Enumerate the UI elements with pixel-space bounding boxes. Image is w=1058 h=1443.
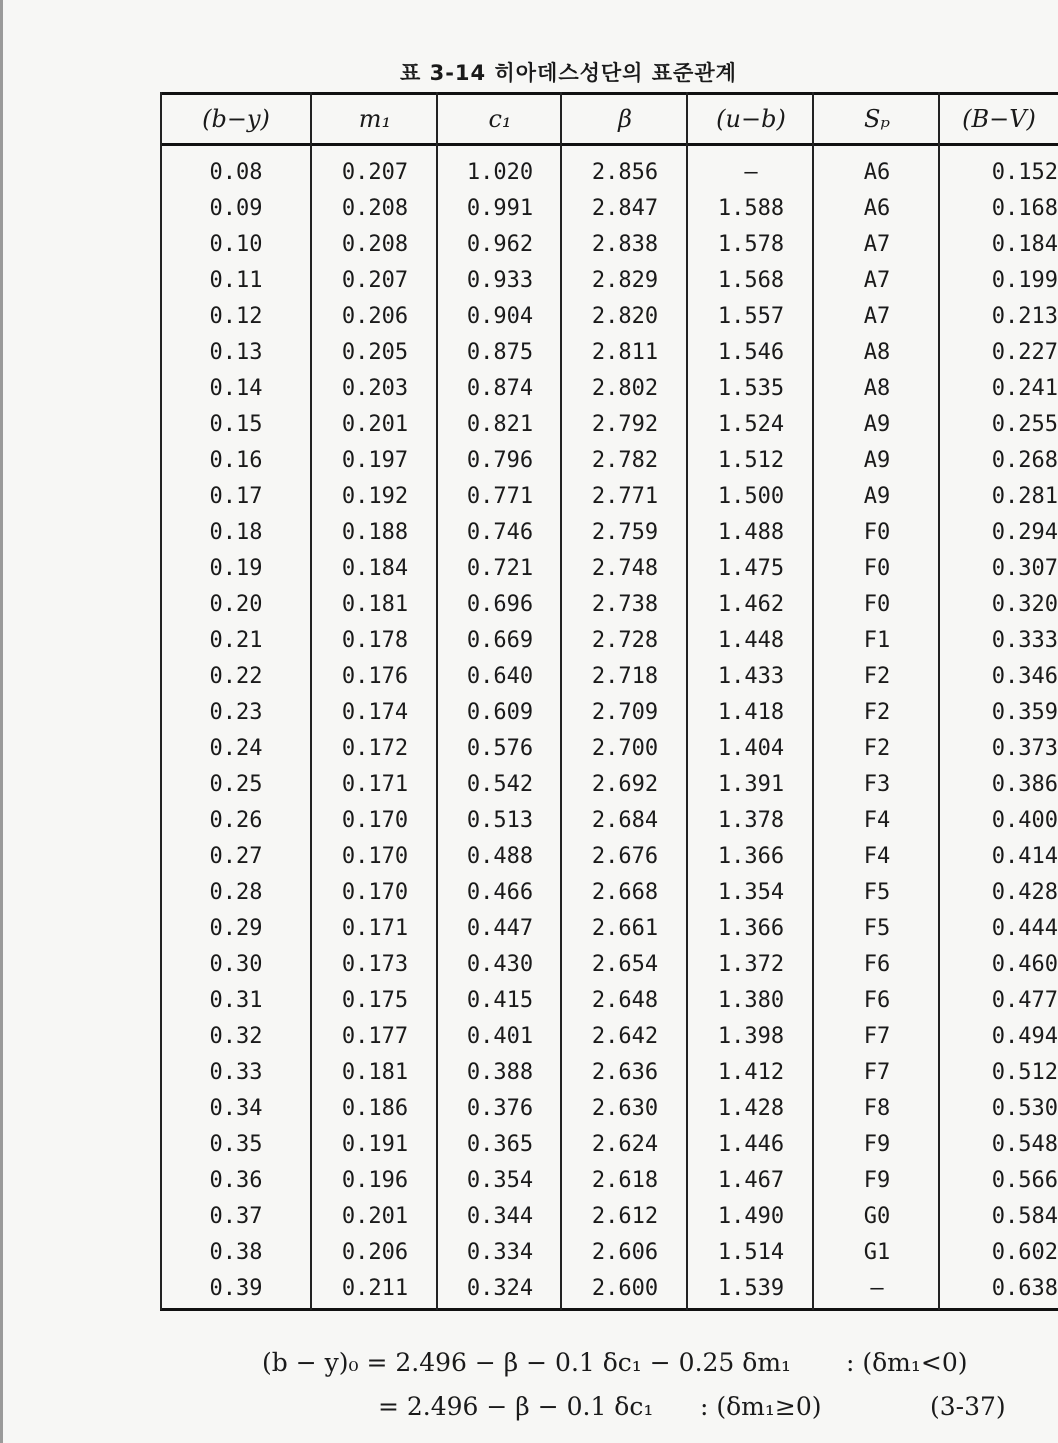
cell-m1: 0.201 [341, 411, 409, 437]
cell-u-b: 1.462 [717, 591, 785, 617]
table-bottom-rule [160, 1308, 1058, 1311]
cell-sp: A6 [863, 195, 891, 221]
cell-sp: F0 [863, 519, 891, 545]
cell-b-v: 0.184 [991, 231, 1058, 257]
cell-b-v: 0.444 [991, 915, 1058, 941]
cell-m1: 0.170 [341, 879, 409, 905]
cell-u-b: 1.514 [717, 1239, 785, 1265]
cell-u-b: 1.391 [717, 771, 785, 797]
table-row [160, 982, 1058, 1018]
cell-m1: 0.205 [341, 339, 409, 365]
cell-m1: 0.207 [341, 267, 409, 293]
cell-b-y: 0.27 [209, 843, 263, 869]
cell-c1: 0.609 [466, 699, 534, 725]
cell-beta: 2.748 [591, 555, 659, 581]
formula-line-1: (b − y)₀ = 2.496 − β − 0.1 δc₁ − 0.25 δm₁ [262, 1348, 792, 1377]
cell-u-b: 1.475 [717, 555, 785, 581]
cell-u-b: 1.512 [717, 447, 785, 473]
cell-sp: A7 [863, 231, 891, 257]
cell-u-b: 1.354 [717, 879, 785, 905]
cell-c1: 0.354 [466, 1167, 534, 1193]
cell-sp: A9 [863, 483, 891, 509]
cell-sp: F0 [863, 591, 891, 617]
cell-sp: F6 [863, 987, 891, 1013]
cell-m1: 0.175 [341, 987, 409, 1013]
cell-sp: F9 [863, 1167, 891, 1193]
cell-b-y: 0.28 [209, 879, 263, 905]
cell-b-v: 0.494 [991, 1023, 1058, 1049]
cell-beta: 2.684 [591, 807, 659, 833]
cell-beta: 2.838 [591, 231, 659, 257]
cell-m1: 0.197 [341, 447, 409, 473]
formula-condition-1: : (δm₁<0) [846, 1348, 968, 1377]
cell-beta: 2.692 [591, 771, 659, 797]
cell-m1: 0.206 [341, 1239, 409, 1265]
table-row [160, 730, 1058, 766]
header-b-y: (b−y) [202, 105, 270, 133]
cell-b-v: 0.548 [991, 1131, 1058, 1157]
cell-sp: F4 [863, 843, 891, 869]
table-row [160, 154, 1058, 190]
cell-beta: 2.771 [591, 483, 659, 509]
cell-m1: 0.186 [341, 1095, 409, 1121]
table-row [160, 1090, 1058, 1126]
formula-condition-2: : (δm₁≥0) [700, 1392, 822, 1421]
cell-sp: F1 [863, 627, 891, 653]
cell-u-b: 1.412 [717, 1059, 785, 1085]
cell-b-v: 0.241 [991, 375, 1058, 401]
cell-sp: F5 [863, 915, 891, 941]
cell-sp: A7 [863, 267, 891, 293]
cell-m1: 0.192 [341, 483, 409, 509]
cell-c1: 0.576 [466, 735, 534, 761]
table-row [160, 1054, 1058, 1090]
cell-beta: 2.606 [591, 1239, 659, 1265]
header-c1: c₁ [488, 105, 512, 133]
cell-b-y: 0.12 [209, 303, 263, 329]
cell-c1: 0.365 [466, 1131, 534, 1157]
cell-b-y: 0.24 [209, 735, 263, 761]
cell-b-y: 0.32 [209, 1023, 263, 1049]
cell-m1: 0.172 [341, 735, 409, 761]
cell-u-b: 1.418 [717, 699, 785, 725]
cell-u-b: 1.366 [717, 843, 785, 869]
cell-u-b: 1.404 [717, 735, 785, 761]
header-beta: β [618, 105, 632, 133]
cell-b-y: 0.30 [209, 951, 263, 977]
cell-b-y: 0.22 [209, 663, 263, 689]
cell-b-v: 0.320 [991, 591, 1058, 617]
cell-beta: 2.642 [591, 1023, 659, 1049]
cell-b-y: 0.19 [209, 555, 263, 581]
cell-u-b: 1.557 [717, 303, 785, 329]
table-row [160, 1162, 1058, 1198]
cell-u-b: 1.378 [717, 807, 785, 833]
cell-beta: 2.630 [591, 1095, 659, 1121]
cell-beta: 2.648 [591, 987, 659, 1013]
cell-c1: 0.721 [466, 555, 534, 581]
cell-sp: F4 [863, 807, 891, 833]
cell-b-y: 0.16 [209, 447, 263, 473]
cell-c1: 0.904 [466, 303, 534, 329]
cell-b-v: 0.213 [991, 303, 1058, 329]
cell-m1: 0.184 [341, 555, 409, 581]
cell-beta: 2.676 [591, 843, 659, 869]
cell-m1: 0.201 [341, 1203, 409, 1229]
cell-m1: 0.178 [341, 627, 409, 653]
cell-sp: F2 [863, 699, 891, 725]
formula-line-2: = 2.496 − β − 0.1 δc₁ [378, 1392, 654, 1421]
cell-b-y: 0.36 [209, 1167, 263, 1193]
cell-c1: 0.334 [466, 1239, 534, 1265]
cell-c1: 0.669 [466, 627, 534, 653]
cell-m1: 0.208 [341, 231, 409, 257]
cell-c1: 0.388 [466, 1059, 534, 1085]
cell-c1: 0.796 [466, 447, 534, 473]
cell-b-v: 0.281 [991, 483, 1058, 509]
cell-b-y: 0.10 [209, 231, 263, 257]
cell-m1: 0.207 [341, 159, 409, 185]
cell-beta: 2.792 [591, 411, 659, 437]
cell-b-v: 0.255 [991, 411, 1058, 437]
cell-c1: 0.344 [466, 1203, 534, 1229]
cell-u-b: 1.428 [717, 1095, 785, 1121]
cell-b-v: 0.460 [991, 951, 1058, 977]
cell-u-b: 1.372 [717, 951, 785, 977]
cell-b-v: 0.414 [991, 843, 1058, 869]
cell-sp: F7 [863, 1023, 891, 1049]
cell-u-b: 1.539 [717, 1275, 785, 1301]
table-row [160, 766, 1058, 802]
page-edge [0, 0, 3, 1443]
cell-m1: 0.170 [341, 843, 409, 869]
cell-m1: 0.177 [341, 1023, 409, 1049]
table-row [160, 334, 1058, 370]
cell-b-v: 0.307 [991, 555, 1058, 581]
cell-u-b: 1.467 [717, 1167, 785, 1193]
cell-beta: 2.728 [591, 627, 659, 653]
cell-c1: 1.020 [466, 159, 534, 185]
cell-b-v: 0.477 [991, 987, 1058, 1013]
table-row [160, 442, 1058, 478]
cell-c1: 0.447 [466, 915, 534, 941]
cell-beta: 2.624 [591, 1131, 659, 1157]
table-row [160, 550, 1058, 586]
cell-sp: A6 [863, 159, 891, 185]
table-row [160, 370, 1058, 406]
cell-c1: 0.513 [466, 807, 534, 833]
cell-beta: 2.738 [591, 591, 659, 617]
cell-b-y: 0.21 [209, 627, 263, 653]
cell-m1: 0.181 [341, 591, 409, 617]
cell-u-b: 1.490 [717, 1203, 785, 1229]
table-row [160, 910, 1058, 946]
table-caption: 표 3-14 히아데스성단의 표준관계 [400, 61, 737, 85]
cell-c1: 0.542 [466, 771, 534, 797]
cell-b-v: 0.373 [991, 735, 1058, 761]
cell-b-v: 0.152 [991, 159, 1058, 185]
cell-beta: 2.612 [591, 1203, 659, 1229]
cell-u-b: 1.568 [717, 267, 785, 293]
cell-b-y: 0.38 [209, 1239, 263, 1265]
cell-sp: A8 [863, 339, 891, 365]
cell-beta: 2.718 [591, 663, 659, 689]
cell-c1: 0.415 [466, 987, 534, 1013]
cell-m1: 0.173 [341, 951, 409, 977]
cell-sp: F6 [863, 951, 891, 977]
cell-sp: A7 [863, 303, 891, 329]
cell-b-y: 0.09 [209, 195, 263, 221]
cell-b-v: 0.346 [991, 663, 1058, 689]
cell-b-v: 0.359 [991, 699, 1058, 725]
table-row [160, 478, 1058, 514]
header-b-v: (B−V) [962, 105, 1036, 133]
cell-sp: F5 [863, 879, 891, 905]
table-row [160, 514, 1058, 550]
cell-m1: 0.208 [341, 195, 409, 221]
cell-c1: 0.874 [466, 375, 534, 401]
table-row [160, 298, 1058, 334]
cell-b-v: 0.333 [991, 627, 1058, 653]
table-row [160, 658, 1058, 694]
cell-b-v: 0.584 [991, 1203, 1058, 1229]
cell-u-b: 1.588 [717, 195, 785, 221]
cell-m1: 0.176 [341, 663, 409, 689]
cell-c1: 0.430 [466, 951, 534, 977]
cell-sp: F2 [863, 663, 891, 689]
cell-b-y: 0.35 [209, 1131, 263, 1157]
cell-sp: — [870, 1275, 884, 1301]
cell-sp: F3 [863, 771, 891, 797]
cell-c1: 0.821 [466, 411, 534, 437]
cell-u-b: — [744, 159, 758, 185]
cell-sp: F0 [863, 555, 891, 581]
cell-b-y: 0.13 [209, 339, 263, 365]
cell-beta: 2.700 [591, 735, 659, 761]
cell-b-v: 0.199 [991, 267, 1058, 293]
cell-b-y: 0.39 [209, 1275, 263, 1301]
cell-b-v: 0.386 [991, 771, 1058, 797]
cell-beta: 2.668 [591, 879, 659, 905]
cell-u-b: 1.488 [717, 519, 785, 545]
table-header-rule [160, 143, 1058, 146]
table-row [160, 586, 1058, 622]
header-m1: m₁ [358, 105, 392, 133]
table-row [160, 262, 1058, 298]
cell-u-b: 1.524 [717, 411, 785, 437]
cell-b-v: 0.602 [991, 1239, 1058, 1265]
cell-u-b: 1.535 [717, 375, 785, 401]
cell-c1: 0.746 [466, 519, 534, 545]
table-row [160, 1270, 1058, 1306]
cell-sp: G0 [863, 1203, 891, 1229]
cell-sp: F9 [863, 1131, 891, 1157]
cell-sp: F8 [863, 1095, 891, 1121]
cell-u-b: 1.398 [717, 1023, 785, 1049]
cell-b-y: 0.34 [209, 1095, 263, 1121]
cell-b-v: 0.428 [991, 879, 1058, 905]
cell-b-y: 0.18 [209, 519, 263, 545]
cell-c1: 0.488 [466, 843, 534, 869]
cell-sp: A8 [863, 375, 891, 401]
cell-sp: A9 [863, 411, 891, 437]
cell-b-v: 0.400 [991, 807, 1058, 833]
table-row [160, 1126, 1058, 1162]
cell-m1: 0.171 [341, 771, 409, 797]
table-row [160, 1198, 1058, 1234]
cell-c1: 0.466 [466, 879, 534, 905]
cell-m1: 0.206 [341, 303, 409, 329]
cell-b-y: 0.14 [209, 375, 263, 401]
cell-beta: 2.856 [591, 159, 659, 185]
cell-c1: 0.640 [466, 663, 534, 689]
table-header-row [160, 95, 1058, 143]
table-row [160, 946, 1058, 982]
table-row [160, 802, 1058, 838]
cell-beta: 2.782 [591, 447, 659, 473]
cell-b-y: 0.31 [209, 987, 263, 1013]
cell-beta: 2.654 [591, 951, 659, 977]
cell-m1: 0.174 [341, 699, 409, 725]
cell-b-y: 0.08 [209, 159, 263, 185]
cell-b-y: 0.23 [209, 699, 263, 725]
cell-b-y: 0.11 [209, 267, 263, 293]
table-row [160, 226, 1058, 262]
cell-b-y: 0.15 [209, 411, 263, 437]
cell-beta: 2.636 [591, 1059, 659, 1085]
table-row [160, 406, 1058, 442]
cell-sp: A9 [863, 447, 891, 473]
cell-b-y: 0.33 [209, 1059, 263, 1085]
table-body [160, 154, 1058, 1306]
cell-b-v: 0.530 [991, 1095, 1058, 1121]
cell-u-b: 1.448 [717, 627, 785, 653]
cell-sp: G1 [863, 1239, 891, 1265]
cell-beta: 2.709 [591, 699, 659, 725]
cell-b-y: 0.26 [209, 807, 263, 833]
cell-b-v: 0.566 [991, 1167, 1058, 1193]
cell-u-b: 1.380 [717, 987, 785, 1013]
cell-b-y: 0.17 [209, 483, 263, 509]
cell-c1: 0.875 [466, 339, 534, 365]
cell-m1: 0.171 [341, 915, 409, 941]
cell-m1: 0.196 [341, 1167, 409, 1193]
header-sp: Sₚ [863, 105, 891, 133]
cell-sp: F2 [863, 735, 891, 761]
cell-c1: 0.771 [466, 483, 534, 509]
cell-beta: 2.661 [591, 915, 659, 941]
cell-c1: 0.324 [466, 1275, 534, 1301]
cell-beta: 2.847 [591, 195, 659, 221]
cell-b-y: 0.20 [209, 591, 263, 617]
equation-number: (3-37) [930, 1392, 1006, 1421]
table-row [160, 874, 1058, 910]
cell-m1: 0.211 [341, 1275, 409, 1301]
cell-b-v: 0.227 [991, 339, 1058, 365]
cell-b-y: 0.37 [209, 1203, 263, 1229]
table-row [160, 1018, 1058, 1054]
cell-c1: 0.962 [466, 231, 534, 257]
cell-u-b: 1.433 [717, 663, 785, 689]
cell-m1: 0.188 [341, 519, 409, 545]
cell-c1: 0.696 [466, 591, 534, 617]
cell-beta: 2.811 [591, 339, 659, 365]
table-row [160, 838, 1058, 874]
table-row [160, 1234, 1058, 1270]
cell-beta: 2.600 [591, 1275, 659, 1301]
cell-b-y: 0.29 [209, 915, 263, 941]
cell-beta: 2.618 [591, 1167, 659, 1193]
cell-c1: 0.401 [466, 1023, 534, 1049]
cell-c1: 0.991 [466, 195, 534, 221]
cell-sp: F7 [863, 1059, 891, 1085]
cell-u-b: 1.546 [717, 339, 785, 365]
cell-u-b: 1.578 [717, 231, 785, 257]
cell-u-b: 1.446 [717, 1131, 785, 1157]
cell-b-v: 0.268 [991, 447, 1058, 473]
cell-b-v: 0.294 [991, 519, 1058, 545]
cell-m1: 0.181 [341, 1059, 409, 1085]
cell-beta: 2.802 [591, 375, 659, 401]
cell-b-v: 0.168 [991, 195, 1058, 221]
header-u-b: (u−b) [716, 105, 786, 133]
cell-m1: 0.170 [341, 807, 409, 833]
table-row [160, 190, 1058, 226]
cell-beta: 2.759 [591, 519, 659, 545]
cell-b-y: 0.25 [209, 771, 263, 797]
cell-c1: 0.376 [466, 1095, 534, 1121]
cell-m1: 0.203 [341, 375, 409, 401]
cell-m1: 0.191 [341, 1131, 409, 1157]
cell-b-v: 0.512 [991, 1059, 1058, 1085]
table-row [160, 622, 1058, 658]
cell-beta: 2.829 [591, 267, 659, 293]
cell-b-v: 0.638 [991, 1275, 1058, 1301]
cell-u-b: 1.500 [717, 483, 785, 509]
cell-beta: 2.820 [591, 303, 659, 329]
table-row [160, 694, 1058, 730]
cell-c1: 0.933 [466, 267, 534, 293]
cell-u-b: 1.366 [717, 915, 785, 941]
